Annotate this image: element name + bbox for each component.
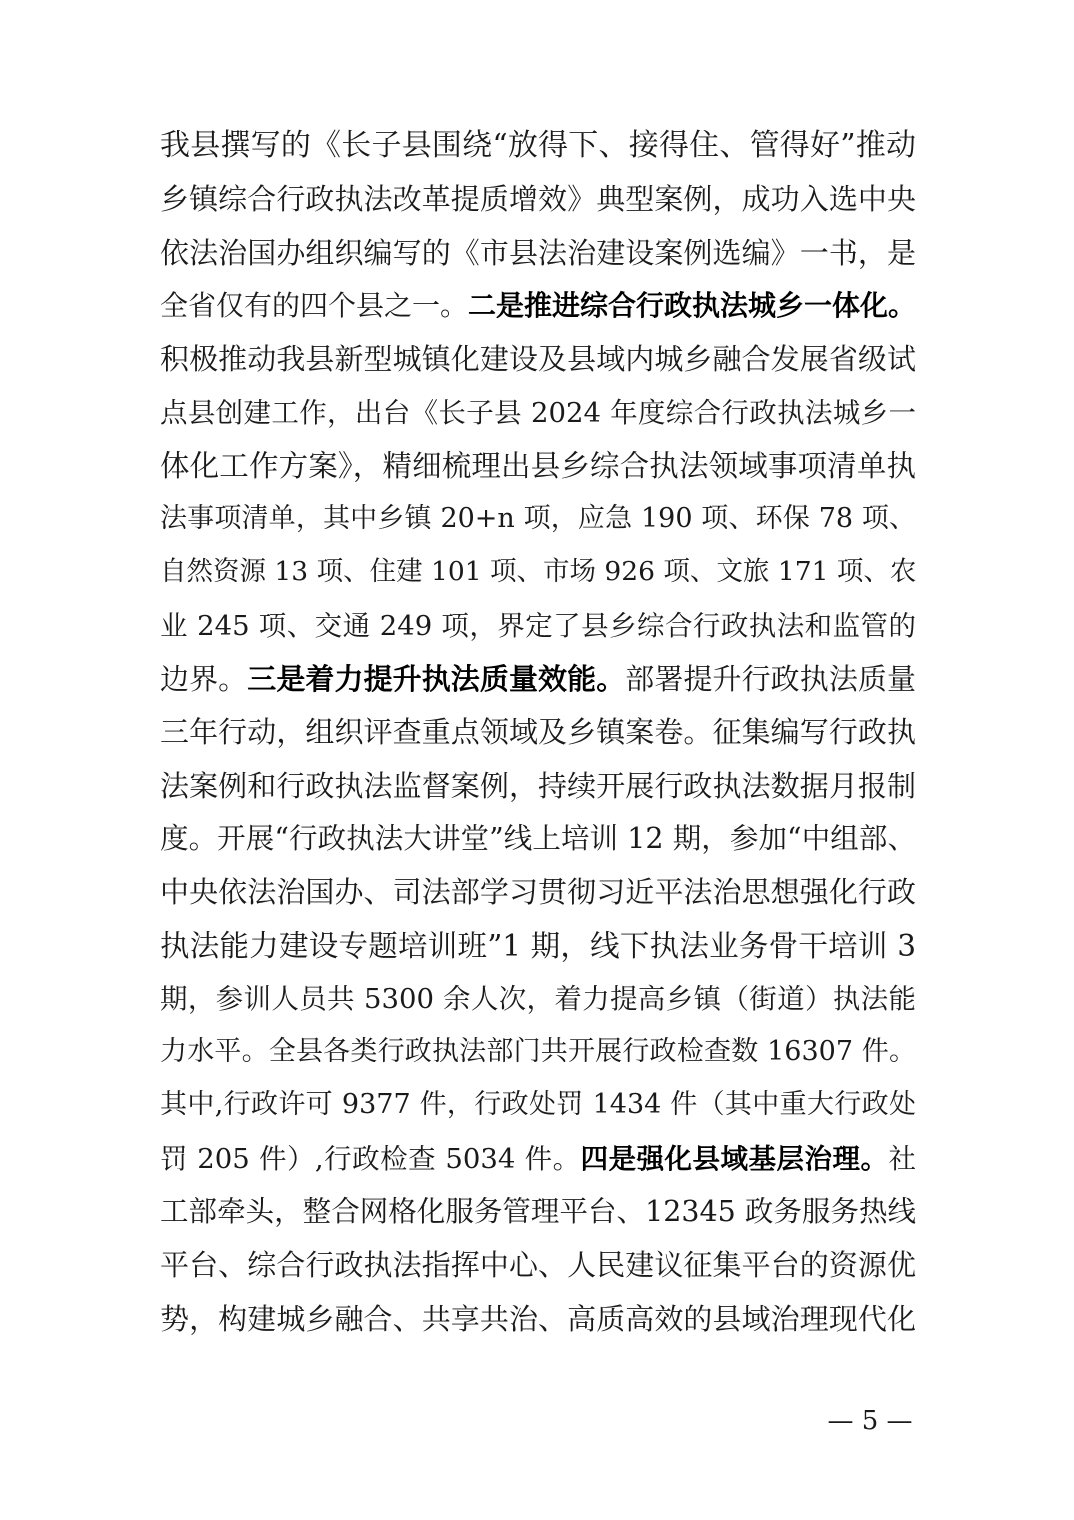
text-segment: 边界。	[160, 662, 248, 696]
text-line	[160, 446, 916, 486]
text-segment: 法事项清单，其中乡镇 20+n 项，应急 190 项、环保 78 项、	[160, 503, 916, 535]
text-line	[160, 979, 916, 1019]
text-segment: 点县创建工作，出台《长子县 2024 年度综合行政执法城乡一	[160, 396, 916, 429]
text-segment: 势，构建城乡融合、共享共治、高质高效的县域治理现代化	[160, 1301, 916, 1336]
text-line	[160, 766, 916, 806]
text-segment: 三年行动，组织评查重点领域及乡镇案卷。征集编写行政执	[160, 715, 916, 750]
text-segment: 其中,行政许可 9377 件，行政处罚 1434 件（其中重大行政处	[160, 1089, 916, 1121]
text-line	[160, 552, 916, 592]
text-segment: 体化工作方案》，精细梳理出县乡综合执法领域事项清单执	[160, 448, 916, 483]
page-number: — 5 —	[827, 1406, 913, 1436]
text-line	[160, 606, 916, 646]
text-segment: 全省仅有的四个县之一。	[160, 288, 469, 322]
text-segment: 业 245 项、交通 249 项，界定了县乡综合行政执法和监管的	[160, 609, 916, 642]
text-line	[160, 1032, 916, 1072]
text-line	[160, 179, 916, 219]
text-line	[160, 233, 916, 273]
text-segment: 法案例和行政执法监督案例，持续开展行政执法数据月报制	[160, 768, 916, 803]
text-segment: 罚 205 件）,行政检查 5034 件。	[160, 1142, 581, 1175]
text-segment: 平台、综合行政执法指挥中心、人民建议征集平台的资源优	[160, 1248, 916, 1283]
text-line	[160, 499, 916, 539]
text-segment: 社	[888, 1142, 916, 1175]
bold-heading-text: 二是推进综合行政执法城乡一体化。	[468, 288, 917, 322]
text-line	[160, 926, 916, 966]
text-line	[160, 659, 916, 699]
bold-heading-text: 四是强化县域基层治理。	[580, 1142, 889, 1175]
text-line	[160, 819, 916, 859]
text-segment: 期，参训人员共 5300 余人次，着力提高乡镇（街道）执法能	[160, 982, 916, 1015]
text-line	[160, 1192, 916, 1232]
text-line	[160, 1139, 916, 1179]
text-segment: 中央依法治国办、司法部学习贯彻习近平法治思想强化行政	[160, 875, 916, 910]
text-segment: 自然资源 13 项、住建 101 项、市场 926 项、文旅 171 项、农	[160, 556, 917, 588]
text-line	[160, 1245, 916, 1285]
text-line	[160, 712, 916, 752]
text-line	[160, 126, 916, 166]
text-line	[160, 1299, 916, 1339]
text-segment: 工部牵头，整合网格化服务管理平台、12345 政务服务热线	[160, 1195, 916, 1228]
text-line	[160, 872, 916, 912]
text-line	[160, 339, 916, 379]
text-line	[160, 1085, 916, 1125]
text-segment: 部署提升行政执法质量	[625, 662, 916, 696]
text-segment: 依法治国办组织编写的《市县法治建设案例选编》一书，是	[160, 235, 916, 270]
text-line	[160, 393, 916, 433]
text-line	[160, 286, 916, 326]
text-segment: 我县撰写的《长子县围绕“放得下、接得住、管得好”推动	[160, 128, 916, 163]
text-segment: 积极推动我县新型城镇化建设及县域内城乡融合发展省级试	[160, 342, 916, 377]
text-segment: 力水平。全县各类行政执法部门共开展行政检查数 16307 件。	[160, 1036, 916, 1068]
text-segment: 度。开展“行政执法大讲堂”线上培训 12 期，参加“中组部、	[160, 821, 916, 855]
text-segment: 乡镇综合行政执法改革提质增效》典型案例，成功入选中央	[160, 182, 916, 217]
bold-heading-text: 三是着力提升执法质量效能。	[247, 662, 626, 696]
text-segment: 执法能力建设专题培训班”1 期，线下执法业务骨干培训 3	[160, 928, 916, 963]
